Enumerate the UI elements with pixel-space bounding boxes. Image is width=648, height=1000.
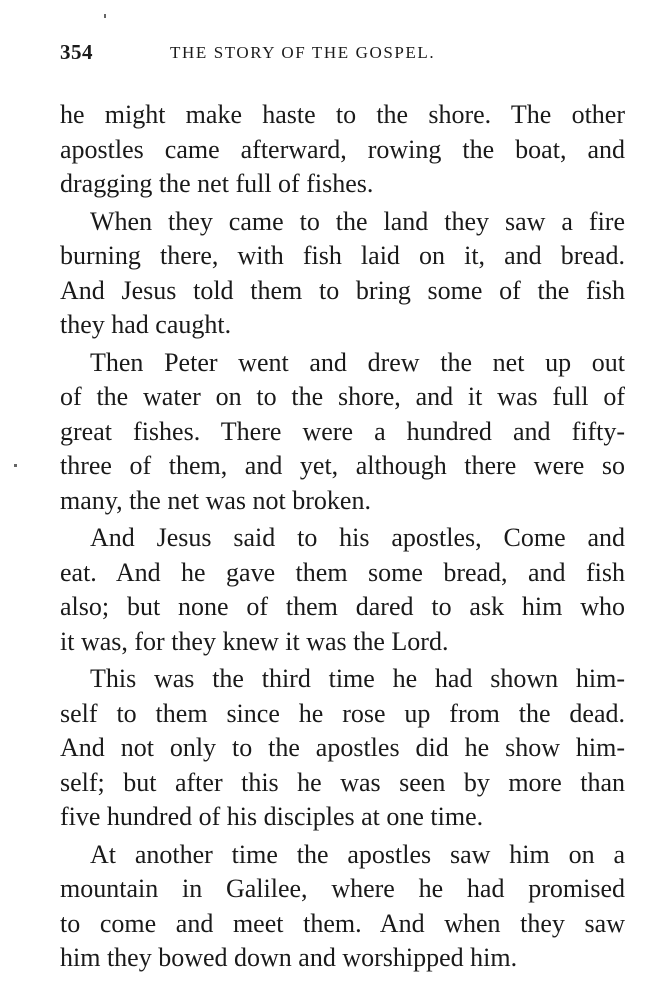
text-line: also; but none of them dared to ask him who [60, 592, 625, 621]
text-line: And not only to the apostles did he show him- [60, 733, 625, 762]
text-line: Then Peter went and drew the net up out [90, 347, 625, 377]
paragraph [60, 662, 625, 835]
paragraph [60, 98, 625, 202]
text-line: it was, for they knew it was the Lord. [60, 626, 449, 656]
text-line: self to them since he rose up from the dead. [60, 698, 625, 728]
text-line: apostles came afterward, rowing the boat, and [60, 134, 625, 164]
page-header [60, 40, 622, 70]
paragraph [60, 346, 625, 519]
text-line: burning there, with fish laid on it, and bread. [60, 241, 625, 270]
text-line: three of them, and yet, although there were so [60, 451, 625, 480]
print-speck [104, 14, 106, 18]
text-line: they had caught. [60, 310, 232, 339]
text-line: When they came to the land they saw a fire [90, 206, 625, 236]
text-line: of the water on to the shore, and it was full of [60, 382, 625, 411]
page-number: 354 [60, 40, 93, 64]
text-line: him they bowed down and worshipped him. [60, 943, 518, 972]
body-text [60, 98, 625, 976]
text-line: At another time the apostles saw him on a [90, 839, 625, 869]
paragraph [60, 205, 625, 343]
text-line: This was the third time he had shown him- [90, 664, 625, 693]
print-speck [14, 464, 17, 467]
text-line: And Jesus said to his apostles, Come and [90, 523, 625, 552]
text-line: five hundred of his disciples at one time. [60, 802, 484, 831]
text-line: to come and meet them. And when they saw [60, 908, 625, 938]
text-line: he might make haste to the shore. The other [60, 100, 625, 129]
text-line: And Jesus told them to bring some of the fish [60, 275, 625, 305]
text-line: dragging the net full of fishes. [60, 169, 374, 198]
text-line: mountain in Galilee, where he had promised [60, 874, 625, 903]
text-line: many, the net was not broken. [60, 485, 371, 515]
paragraph [60, 521, 625, 659]
paragraph [60, 838, 625, 976]
text-line: self; but after this he was seen by more than [60, 767, 625, 797]
text-line: great fishes. There were a hundred and fifty- [60, 416, 625, 446]
running-head: THE STORY OF THE GOSPEL. [170, 43, 436, 62]
text-line: eat. And he gave them some bread, and fish [60, 557, 625, 587]
